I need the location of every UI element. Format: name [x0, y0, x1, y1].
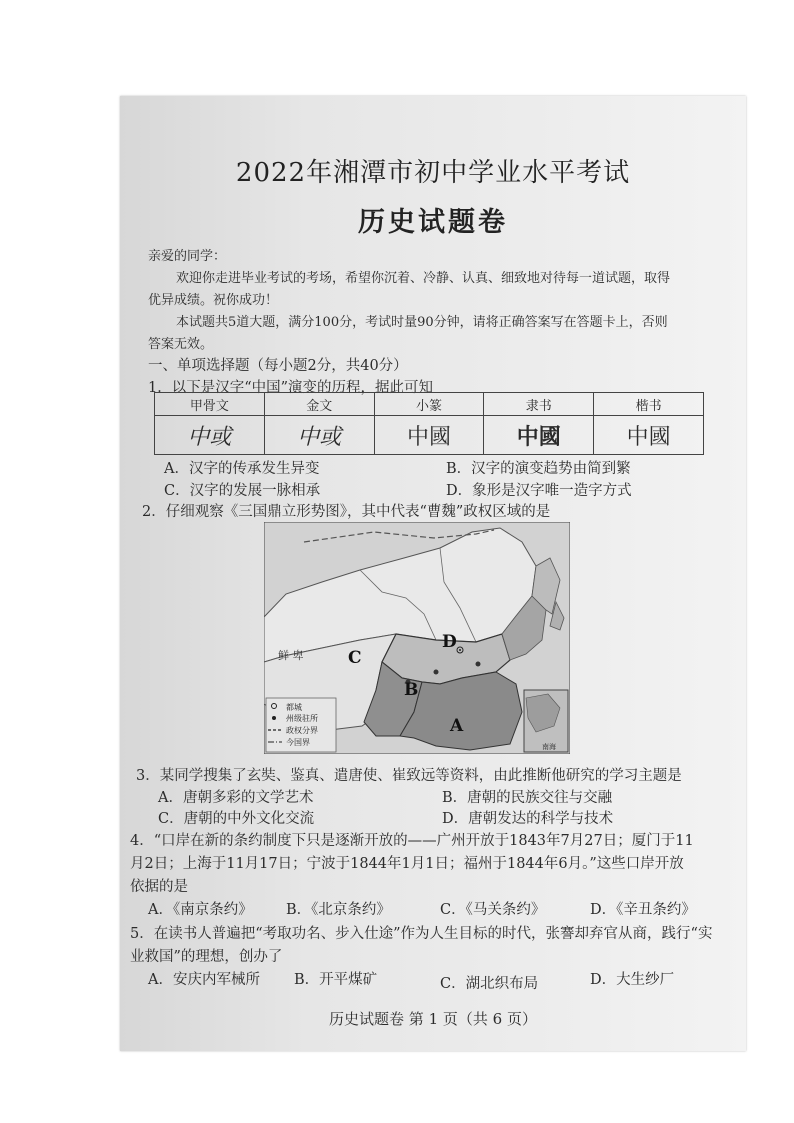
q3-option-d: D．唐朝发达的科学与技术 — [442, 811, 614, 827]
table-header-cell: 甲骨文 — [155, 393, 265, 416]
q1-option-d: D．象形是汉字唯一造字方式 — [446, 483, 632, 499]
section-heading: 一、单项选择题（每小题2分，共40分） — [148, 358, 408, 374]
exam-subtitle: 历史试题卷 — [358, 207, 508, 238]
q1-option-c: C．汉字的发展一脉相承 — [164, 483, 321, 499]
q5-option-d: D．大生纱厂 — [590, 972, 675, 988]
exam-page — [120, 96, 746, 1051]
map-label-xianbei: 鲜 卑 — [278, 649, 304, 662]
map-label-b: B — [404, 680, 419, 700]
inset-label-nanhai: 南海 — [542, 743, 556, 751]
q4-option-a: A．《南京条约》 — [148, 902, 253, 918]
exam-title: 2022年湘潭市初中学业水平考试 — [235, 158, 631, 188]
character-evolution-table — [154, 392, 704, 455]
q5-option-a: A．安庆内军械所 — [148, 972, 260, 988]
q3-option-c: C．唐朝的中外文化交流 — [158, 811, 315, 827]
oracle-bone-glyph: 中或 — [155, 416, 265, 455]
map-label-d: D — [442, 632, 457, 652]
legend-label-boundary: 政权分界 — [286, 726, 318, 735]
intro-line-4: 答案无效。 — [148, 337, 214, 352]
q4-line-3: 依据的是 — [130, 879, 188, 895]
legend-label-capital: 都城 — [286, 703, 302, 712]
q1-option-a: A．汉字的传承发生异变 — [164, 461, 320, 477]
q4-option-b: B．《北京条约》 — [286, 902, 391, 918]
q3-option-b: B．唐朝的民族交往与交融 — [442, 790, 613, 806]
q5-line-2: 业救国”的理想，创办了 — [130, 949, 283, 965]
q5-line-1: 5．在读书人普遍把“考取功名、步入仕途”作为人生目标的时代，张謇却弃官从商，践行“实 — [130, 926, 713, 942]
q5-option-b: B．开平煤矿 — [294, 972, 378, 988]
q4-option-c: C．《马关条约》 — [440, 902, 546, 918]
page-footer: 历史试题卷 第 1 页（共 6 页） — [329, 1010, 537, 1028]
q3-stem: 3．某同学搜集了玄奘、鉴真、遣唐使、崔致远等资料，由此推断他研究的学习主题是 — [136, 768, 682, 784]
bronze-glyph: 中或 — [264, 416, 374, 455]
q5-option-c: C．湖北织布局 — [440, 976, 539, 992]
map-label-c: C — [348, 648, 362, 668]
q3-option-a: A．唐朝多彩的文学艺术 — [158, 790, 314, 806]
intro-greeting: 亲爱的同学： — [148, 249, 227, 264]
map-label-a: A — [450, 716, 464, 736]
regular-glyph: 中國 — [594, 416, 704, 455]
clerical-glyph: 中國 — [484, 416, 594, 455]
table-header-cell: 隶书 — [484, 393, 594, 416]
legend-label-prefecture: 州级驻所 — [286, 714, 318, 723]
q1-option-b: B．汉字的演变趋势由简到繁 — [446, 461, 631, 477]
q4-line-2: 月2日；上海于11月17日；宁波于1844年1月1日；福州于1844年6月。”这些口岸开放 — [130, 856, 684, 872]
table-header-cell: 小篆 — [374, 393, 484, 416]
intro-line-2: 优异成绩。祝你成功！ — [148, 293, 279, 308]
seal-glyph: 中國 — [374, 416, 484, 455]
q4-line-1: 4．“口岸在新的条约制度下只是逐渐开放的——广州开放于1843年7月27日；厦门于11 — [130, 833, 694, 849]
three-kingdoms-map — [264, 522, 570, 754]
q1-stem: 1．以下是汉字“中国”演变的历程，据此可知 — [148, 380, 434, 396]
legend-label-border: 今国界 — [286, 738, 310, 747]
q2-stem: 2．仔细观察《三国鼎立形势图》，其中代表“曹魏”政权区域的是 — [142, 504, 551, 520]
intro-line-3: 本试题共5道大题，满分100分，考试时量90分钟，请将正确答案写在答题卡上，否则 — [176, 315, 668, 330]
table-header-cell: 楷书 — [594, 393, 704, 416]
q4-option-d: D．《辛丑条约》 — [590, 902, 696, 918]
table-header-cell: 金文 — [264, 393, 374, 416]
intro-line-1: 欢迎你走进毕业考试的考场，希望你沉着、冷静、认真、细致地对待每一道试题，取得 — [176, 271, 671, 286]
